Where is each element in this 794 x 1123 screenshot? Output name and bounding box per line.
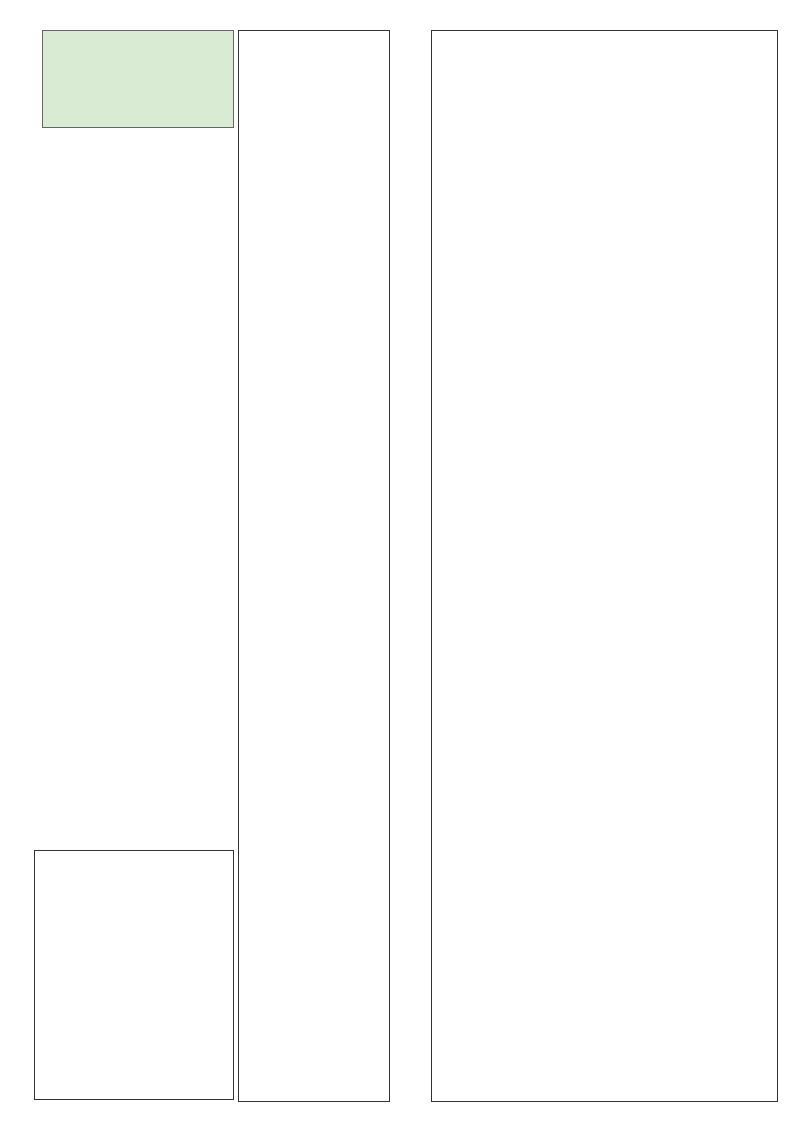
legend (407, 530, 418, 546)
facility-ad (34, 850, 234, 1100)
schedule-table (239, 31, 389, 1101)
event-calendar (431, 30, 778, 1102)
title-band (394, 30, 428, 1100)
facility-schedule (238, 30, 390, 1102)
info-labels (42, 30, 234, 128)
